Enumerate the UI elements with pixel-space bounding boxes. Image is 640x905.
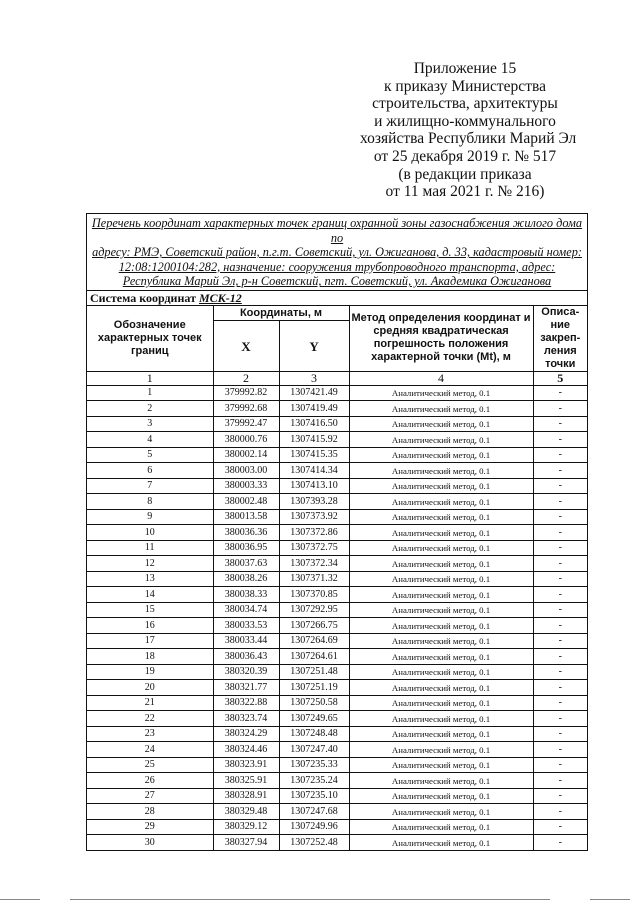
description-cell: - [533,540,587,556]
y-coordinate: 1307252.48 [279,835,349,850]
x-coordinate: 380322.88 [213,695,279,711]
column-number: 1 [87,371,213,385]
y-coordinate: 1307370.85 [279,587,349,603]
order-header [360,60,577,201]
y-coordinate: 1307421.49 [279,385,349,401]
table-row [87,726,587,742]
x-coordinate: 380003.33 [213,478,279,494]
table-row [87,432,587,448]
point-number: 8 [87,494,213,510]
method-cell: Аналитический метод, 0.1 [349,804,533,820]
header-method: Метод определения координат и средняя квадратическая погрешность положения характерной точки (Mt), м [349,306,533,372]
column-number-row [87,371,587,385]
x-coordinate: 380325.91 [213,773,279,789]
point-number: 25 [87,757,213,773]
document-title [87,214,587,291]
description-cell: - [533,416,587,432]
description-cell: - [533,680,587,696]
description-cell: - [533,571,587,587]
table-row [87,525,587,541]
method-cell: Аналитический метод, 0.1 [349,742,533,758]
table-row [87,835,587,850]
system-name: МСК-12 [198,290,242,305]
x-coordinate: 380038.26 [213,571,279,587]
method-cell: Аналитический метод, 0.1 [349,494,533,510]
point-number: 3 [87,416,213,432]
method-cell: Аналитический метод, 0.1 [349,695,533,711]
point-number: 22 [87,711,213,727]
y-coordinate: 1307373.92 [279,509,349,525]
column-number: 5 [533,371,587,385]
title-line: 12:08:1200104:282, назначение: сооружения трубопроводного транспорта, адрес: [118,259,556,274]
point-number: 1 [87,385,213,401]
point-number: 30 [87,835,213,850]
table-row [87,680,587,696]
method-cell: Аналитический метод, 0.1 [349,664,533,680]
header-coordinates: Координаты, м [213,306,349,321]
y-coordinate: 1307415.92 [279,432,349,448]
x-coordinate: 380323.91 [213,757,279,773]
y-coordinate: 1307264.61 [279,649,349,665]
y-coordinate: 1307235.10 [279,788,349,804]
y-coordinate: 1307251.48 [279,664,349,680]
description-cell: - [533,835,587,850]
x-coordinate: 380000.76 [213,432,279,448]
description-cell: - [533,773,587,789]
x-coordinate: 380324.29 [213,726,279,742]
x-coordinate: 380002.48 [213,494,279,510]
point-number: 24 [87,742,213,758]
header-line: строительства, архитектуры [372,95,558,113]
description-cell: - [533,509,587,525]
method-cell: Аналитический метод, 0.1 [349,416,533,432]
table-row [87,447,587,463]
method-cell: Аналитический метод, 0.1 [349,649,533,665]
point-number: 29 [87,819,213,835]
y-coordinate: 1307372.34 [279,556,349,572]
description-cell: - [533,478,587,494]
point-number: 15 [87,602,213,618]
header-line: от 11 мая 2021 г. № 216) [385,183,545,201]
point-number: 21 [87,695,213,711]
description-cell: - [533,556,587,572]
method-cell: Аналитический метод, 0.1 [349,540,533,556]
x-coordinate: 379992.82 [213,385,279,401]
description-cell: - [533,463,587,479]
description-cell: - [533,618,587,634]
header-line: к приказу Министерства [384,77,546,95]
y-coordinate: 1307416.50 [279,416,349,432]
header-row [87,306,587,321]
y-coordinate: 1307266.75 [279,618,349,634]
description-cell: - [533,726,587,742]
footer-divider [70,899,550,900]
y-coordinate: 1307249.65 [279,711,349,727]
point-number: 5 [87,447,213,463]
point-number: 9 [87,509,213,525]
title-line: Перечень координат характерных точек границ охранной зоны газоснабжения жилого дома по [91,216,583,245]
description-cell: - [533,401,587,417]
x-coordinate: 380329.48 [213,804,279,820]
table-row [87,587,587,603]
point-number: 14 [87,587,213,603]
table-row [87,385,587,401]
method-cell: Аналитический метод, 0.1 [349,385,533,401]
point-number: 28 [87,804,213,820]
column-number: 4 [349,371,533,385]
x-coordinate: 380036.36 [213,525,279,541]
description-cell: - [533,711,587,727]
method-cell: Аналитический метод, 0.1 [349,556,533,572]
description-cell: - [533,664,587,680]
description-cell: - [533,695,587,711]
table-row [87,804,587,820]
method-cell: Аналитический метод, 0.1 [349,587,533,603]
point-number: 17 [87,633,213,649]
method-cell: Аналитический метод, 0.1 [349,525,533,541]
y-coordinate: 1307419.49 [279,401,349,417]
title-line: адресу: РМЭ, Советский район, п.г.т. Советский, ул. Ожиганова, д. 33, кадастровый номер: [92,245,582,260]
y-coordinate: 1307250.58 [279,695,349,711]
column-number: 2 [213,371,279,385]
method-cell: Аналитический метод, 0.1 [349,773,533,789]
header-line: от 25 декабря 2019 г. № 517 [373,147,557,165]
header-line: и жилищно-коммунального [374,112,556,130]
point-number: 23 [87,726,213,742]
x-coordinate: 380321.77 [213,680,279,696]
table-row [87,602,587,618]
table-row [87,401,587,417]
point-number: 18 [87,649,213,665]
x-coordinate: 380329.12 [213,819,279,835]
description-cell: - [533,447,587,463]
method-cell: Аналитический метод, 0.1 [349,571,533,587]
table-row [87,633,587,649]
method-cell: Аналитический метод, 0.1 [349,432,533,448]
header-description: Описа-ние закреп-ления точки [533,306,587,372]
method-cell: Аналитический метод, 0.1 [349,835,533,850]
point-number: 12 [87,556,213,572]
description-cell: - [533,432,587,448]
method-cell: Аналитический метод, 0.1 [349,602,533,618]
x-coordinate: 380002.14 [213,447,279,463]
table-row [87,509,587,525]
y-coordinate: 1307415.35 [279,447,349,463]
method-cell: Аналитический метод, 0.1 [349,401,533,417]
y-coordinate: 1307292.95 [279,602,349,618]
table-row [87,649,587,665]
method-cell: Аналитический метод, 0.1 [349,819,533,835]
point-number: 16 [87,618,213,634]
point-number: 27 [87,788,213,804]
x-coordinate: 380323.74 [213,711,279,727]
method-cell: Аналитический метод, 0.1 [349,509,533,525]
point-number: 19 [87,664,213,680]
point-number: 26 [87,773,213,789]
table-row [87,416,587,432]
table-row [87,664,587,680]
description-cell: - [533,788,587,804]
y-coordinate: 1307264.69 [279,633,349,649]
header-line: хозяйства Республики Марий Эл [360,130,577,148]
description-cell: - [533,819,587,835]
coordinates-table [87,306,587,850]
method-cell: Аналитический метод, 0.1 [349,726,533,742]
point-number: 13 [87,571,213,587]
column-number: 3 [279,371,349,385]
x-coordinate: 380037.63 [213,556,279,572]
point-number: 20 [87,680,213,696]
point-number: 11 [87,540,213,556]
table-row [87,556,587,572]
y-coordinate: 1307235.24 [279,773,349,789]
table-row [87,711,587,727]
footer-divider [0,899,40,900]
table-row [87,463,587,479]
point-number: 4 [87,432,213,448]
method-cell: Аналитический метод, 0.1 [349,618,533,634]
y-coordinate: 1307235.33 [279,757,349,773]
table-row [87,571,587,587]
x-coordinate: 380033.53 [213,618,279,634]
description-cell: - [533,494,587,510]
method-cell: Аналитический метод, 0.1 [349,478,533,494]
y-coordinate: 1307247.68 [279,804,349,820]
header-line: (в редакции приказа [398,165,532,183]
y-coordinate: 1307248.48 [279,726,349,742]
table-row [87,773,587,789]
point-number: 2 [87,401,213,417]
table-row [87,742,587,758]
point-number: 10 [87,525,213,541]
coordinate-system [87,291,587,306]
header-line: Приложение 15 [413,60,517,77]
method-cell: Аналитический метод, 0.1 [349,463,533,479]
table-row [87,695,587,711]
x-coordinate: 380328.91 [213,788,279,804]
table-row [87,494,587,510]
x-coordinate: 380327.94 [213,835,279,850]
system-label: Система координат [90,290,196,305]
y-coordinate: 1307414.34 [279,463,349,479]
method-cell: Аналитический метод, 0.1 [349,680,533,696]
header-y: Y [279,321,349,372]
x-coordinate: 380003.00 [213,463,279,479]
x-coordinate: 380034.74 [213,602,279,618]
y-coordinate: 1307372.86 [279,525,349,541]
x-coordinate: 379992.47 [213,416,279,432]
description-cell: - [533,602,587,618]
description-cell: - [533,742,587,758]
method-cell: Аналитический метод, 0.1 [349,633,533,649]
table-row [87,618,587,634]
x-coordinate: 379992.68 [213,401,279,417]
method-cell: Аналитический метод, 0.1 [349,788,533,804]
table-row [87,788,587,804]
footer-divider [590,899,630,900]
header-x: X [213,321,279,372]
y-coordinate: 1307251.19 [279,680,349,696]
description-cell: - [533,633,587,649]
point-number: 7 [87,478,213,494]
table-row [87,540,587,556]
y-coordinate: 1307249.96 [279,819,349,835]
description-cell: - [533,587,587,603]
x-coordinate: 380320.39 [213,664,279,680]
description-cell: - [533,649,587,665]
table-row [87,478,587,494]
x-coordinate: 380033.44 [213,633,279,649]
description-cell: - [533,525,587,541]
x-coordinate: 380013.58 [213,509,279,525]
table-row [87,819,587,835]
y-coordinate: 1307413.10 [279,478,349,494]
point-number: 6 [87,463,213,479]
method-cell: Аналитический метод, 0.1 [349,711,533,727]
header-point-designation: Обозначение характерных точек границ [87,306,213,372]
y-coordinate: 1307247.40 [279,742,349,758]
title-line: Республика Марий Эл, р-н Советский, пгт. Советский, ул. Академика Ожиганова [122,274,552,289]
y-coordinate: 1307371.32 [279,571,349,587]
method-cell: Аналитический метод, 0.1 [349,757,533,773]
y-coordinate: 1307393.28 [279,494,349,510]
x-coordinate: 380324.46 [213,742,279,758]
method-cell: Аналитический метод, 0.1 [349,447,533,463]
table-row [87,757,587,773]
x-coordinate: 380038.33 [213,587,279,603]
description-cell: - [533,757,587,773]
description-cell: - [533,385,587,401]
x-coordinate: 380036.43 [213,649,279,665]
x-coordinate: 380036.95 [213,540,279,556]
y-coordinate: 1307372.75 [279,540,349,556]
coordinates-document [86,213,588,851]
description-cell: - [533,804,587,820]
